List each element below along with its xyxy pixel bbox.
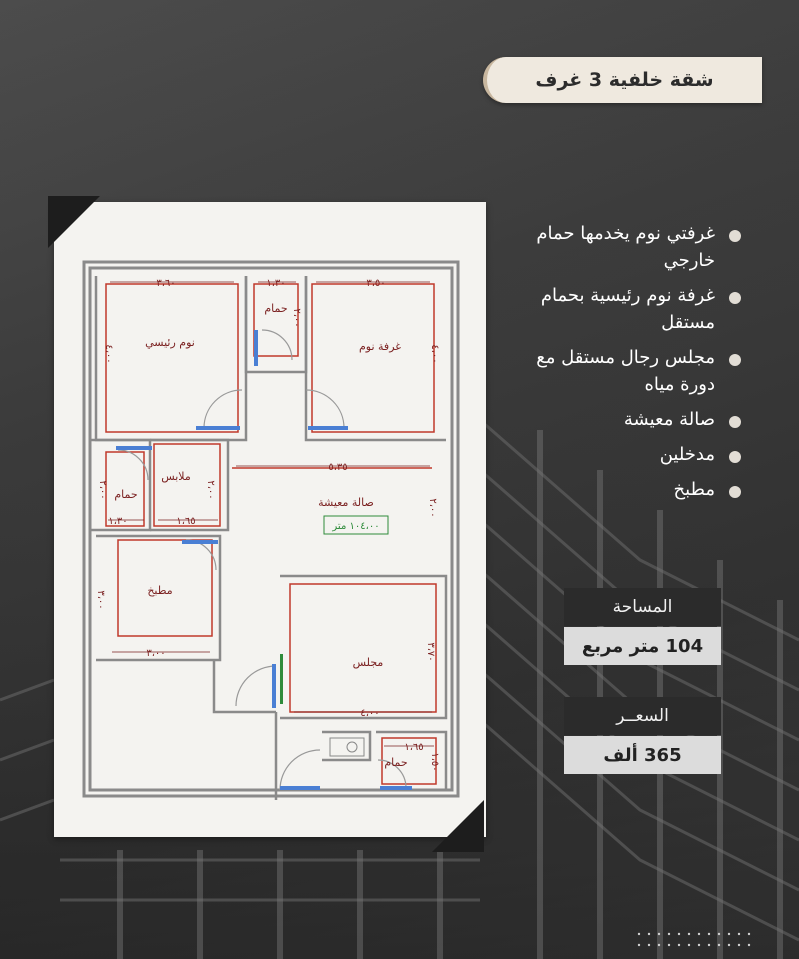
dim-bedroom-height: ٤،٠٠ xyxy=(429,344,440,364)
feature-item: مطبخ xyxy=(501,476,741,503)
feature-item: غرفة نوم رئيسية بحمام مستقل xyxy=(501,282,741,336)
area-label: المساحة xyxy=(564,588,721,626)
room-bathroom-top: حمام xyxy=(264,302,288,315)
room-kitchen: مطبخ xyxy=(147,584,173,597)
dim-closet-width: ١،٦٥ xyxy=(176,516,196,527)
area-value: 104 متر مربع xyxy=(564,627,721,665)
dim-master-height: ٤،٠٠ xyxy=(103,344,114,364)
dim-living-height: ٢،٠٠ xyxy=(427,498,438,518)
price-value: 365 ألف xyxy=(564,736,721,774)
dim-bath-top-width: ١،٣٠ xyxy=(266,278,286,289)
dim-master-width: ٣،٦٠ xyxy=(156,278,176,289)
room-bedroom: غرفة نوم xyxy=(358,340,402,353)
dim-majlis-height: ٣،٧٠ xyxy=(425,642,436,662)
dim-bath-top-height: ٢،٠٠ xyxy=(291,308,302,328)
price-label: السعــر xyxy=(564,697,721,735)
room-bathroom-bottom: حمام xyxy=(384,756,408,769)
dim-bath-left-width: ١،٣٠ xyxy=(108,516,128,527)
feature-item: صالة معيشة xyxy=(501,406,741,433)
feature-item: غرفتي نوم يخدمها حمام خارجي xyxy=(501,220,741,274)
dim-living-width: ٥،٣٥ xyxy=(328,462,348,473)
living-area-label: ١٠٤،٠٠ متر xyxy=(332,521,380,532)
room-master-bedroom: نوم رئيسي xyxy=(145,336,195,349)
dim-bath-bottom-width: ١،٦٥ xyxy=(404,742,424,753)
room-bathroom-left: حمام xyxy=(114,488,138,501)
dim-majlis-width: ٤،٠٠ xyxy=(360,708,380,719)
dim-kitchen-width: ٣،٠٠ xyxy=(146,648,166,659)
dim-bedroom-width: ٣،٥٠ xyxy=(366,278,386,289)
room-closet: ملابس xyxy=(161,470,191,483)
page-title: شقة خلفية 3 غرف xyxy=(535,69,714,91)
dim-closet-height: ٢،٠٠ xyxy=(205,480,216,500)
feature-item: مدخلين xyxy=(501,441,741,468)
dim-kitchen-height: ٣،٠٠ xyxy=(95,590,106,610)
dim-bath-bottom-height: ١،٥٠ xyxy=(429,752,440,772)
feature-item: مجلس رجال مستقل مع دورة مياه xyxy=(501,344,741,398)
dim-bath-left-height: ٢،٠٠ xyxy=(97,480,108,500)
room-living: صالة معيشة xyxy=(318,496,374,509)
room-majlis: مجلس xyxy=(352,656,384,669)
